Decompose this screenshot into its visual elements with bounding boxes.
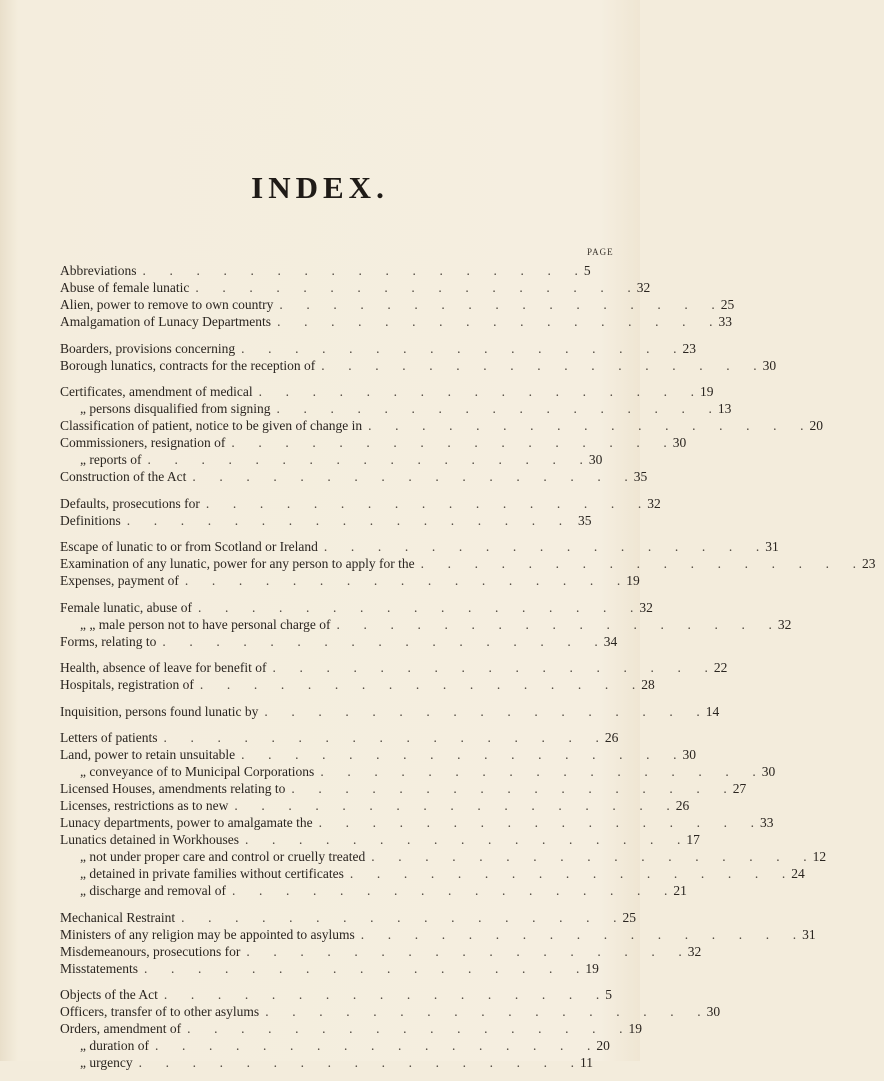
leader-dots bbox=[189, 279, 636, 296]
index-entry-page: 32 bbox=[636, 280, 651, 295]
index-entry bbox=[60, 538, 779, 555]
leader-dots bbox=[315, 357, 762, 374]
index-entry-page: 32 bbox=[639, 599, 653, 615]
index-entry-page: 21 bbox=[673, 883, 687, 898]
index-entry bbox=[60, 763, 776, 780]
index-entry-text: Orders, amendment of bbox=[60, 1021, 182, 1036]
index-entry-page: 25 bbox=[720, 297, 735, 312]
index-entry bbox=[60, 279, 651, 296]
index-entry bbox=[60, 417, 824, 434]
index-entry bbox=[60, 572, 640, 589]
leader-dots bbox=[235, 746, 682, 763]
index-entry bbox=[60, 797, 690, 814]
index-entry-page: 14 bbox=[705, 703, 720, 719]
leader-dots bbox=[137, 262, 584, 279]
leader-dots bbox=[273, 296, 720, 313]
leader-dots bbox=[270, 400, 717, 417]
index-entry-page: 35 bbox=[578, 512, 592, 528]
index-entry-text: Health, absence of leave for benefit of bbox=[60, 660, 267, 675]
index-entry-text: „ „ male person not to have personal charge of bbox=[80, 616, 331, 632]
index-entry-text: Female lunatic, abuse of bbox=[60, 599, 192, 615]
index-entry-page: 30 bbox=[706, 1004, 721, 1019]
index-entry-page: 30 bbox=[761, 764, 776, 779]
index-group bbox=[60, 599, 792, 650]
index-entry bbox=[60, 865, 805, 882]
index-entry-text: Officers, transfer of to other asylums bbox=[60, 1004, 260, 1019]
index-entry bbox=[60, 986, 612, 1003]
index-entry-page: 35 bbox=[633, 469, 648, 484]
index-entry bbox=[60, 1020, 642, 1037]
index-entry bbox=[60, 831, 700, 848]
leader-dots bbox=[415, 555, 862, 572]
index-entry bbox=[60, 909, 636, 926]
leader-dots bbox=[156, 633, 603, 650]
index-entry bbox=[60, 882, 687, 899]
index-entry-text: Certificates, amendment of medical bbox=[60, 384, 253, 399]
index-entry-page: 5 bbox=[605, 987, 612, 1002]
index-entry-text: Licenses, restrictions as to new bbox=[60, 798, 229, 813]
index-entry-text: Construction of the Act bbox=[60, 469, 187, 484]
index-entry-text: Expenses, payment of bbox=[60, 573, 179, 588]
index-entry bbox=[60, 960, 600, 977]
index-group bbox=[60, 262, 735, 330]
index-entry-text: „ urgency bbox=[80, 1055, 133, 1070]
index-entry-text: Objects of the Act bbox=[60, 987, 158, 1002]
leader-dots bbox=[259, 1003, 706, 1020]
leader-dots bbox=[258, 703, 705, 720]
index-entry bbox=[60, 848, 827, 865]
index-entry bbox=[60, 659, 728, 676]
index-entry bbox=[60, 633, 618, 650]
index-entry-page: 34 bbox=[603, 633, 618, 649]
leader-dots bbox=[267, 659, 714, 676]
index-entry bbox=[60, 814, 774, 831]
index-entry-text: Land, power to retain unsuitable bbox=[60, 747, 236, 762]
index-entry-text: Abbreviations bbox=[60, 263, 137, 278]
index-entry-page: 19 bbox=[628, 1021, 642, 1036]
index-entry-page: 26 bbox=[675, 798, 690, 813]
index-entry-page: 30 bbox=[682, 747, 696, 762]
leader-dots bbox=[121, 512, 578, 529]
index-entry bbox=[60, 512, 600, 529]
index-entry-text: „ discharge and removal of bbox=[80, 883, 226, 898]
index-entry bbox=[60, 296, 735, 313]
index-entry-page: 19 bbox=[585, 960, 599, 976]
index-entry-page: 25 bbox=[622, 909, 636, 925]
index-entry-page: 27 bbox=[732, 781, 747, 796]
leader-dots bbox=[158, 986, 605, 1003]
index-entry-text: „ duration of bbox=[80, 1038, 149, 1053]
leader-dots bbox=[175, 909, 622, 926]
index-entry-text: Licensed Houses, amendments relating to bbox=[60, 781, 286, 796]
index-entry bbox=[60, 616, 792, 633]
index-entry bbox=[60, 746, 696, 763]
index-entry-text: Misdemeanours, prosecutions for bbox=[60, 943, 241, 959]
index-entry bbox=[60, 943, 702, 960]
index-group bbox=[60, 495, 661, 529]
index-entry-page: 13 bbox=[717, 401, 732, 416]
index-entry-text: Lunatics detained in Workhouses bbox=[60, 832, 240, 847]
index-entry-text: Defaults, prosecutions for bbox=[60, 495, 200, 511]
index-entry bbox=[60, 1037, 610, 1054]
index-entry-page: 33 bbox=[718, 314, 732, 329]
leader-dots bbox=[133, 1054, 580, 1071]
leader-dots bbox=[271, 313, 718, 330]
leader-dots bbox=[149, 1037, 596, 1054]
index-entry bbox=[60, 780, 747, 797]
leader-dots bbox=[365, 848, 812, 865]
index-entry-text: „ detained in private families without certificates bbox=[80, 866, 344, 881]
leader-dots bbox=[318, 538, 765, 555]
index-entry-page: 11 bbox=[579, 1055, 593, 1070]
index-entry-page: 31 bbox=[802, 926, 816, 942]
index-group bbox=[60, 340, 777, 374]
index-entry bbox=[60, 383, 714, 400]
index-group bbox=[60, 538, 876, 589]
index-entry bbox=[60, 599, 653, 616]
leader-dots bbox=[240, 943, 687, 960]
index-entry-page: 26 bbox=[604, 730, 619, 745]
index-entry bbox=[60, 468, 648, 485]
index-group bbox=[60, 383, 824, 485]
index-list bbox=[60, 262, 876, 1081]
index-entry-page: 17 bbox=[686, 832, 700, 847]
index-entry-text: Abuse of female lunatic bbox=[60, 280, 190, 295]
page-column-header: PAGE bbox=[587, 247, 614, 257]
index-entry-page: 24 bbox=[791, 866, 805, 881]
leader-dots bbox=[226, 882, 673, 899]
index-entry bbox=[60, 555, 876, 572]
index-entry bbox=[60, 434, 687, 451]
leader-dots bbox=[157, 729, 604, 746]
leader-dots bbox=[192, 599, 639, 616]
index-entry bbox=[60, 1003, 721, 1020]
index-entry-page: 23 bbox=[862, 556, 876, 571]
index-entry-text: Misstatements bbox=[60, 960, 138, 976]
index-entry-text: Boarders, provisions concerning bbox=[60, 340, 236, 356]
index-group bbox=[60, 729, 827, 899]
leader-dots bbox=[181, 1020, 628, 1037]
index-entry-page: 30 bbox=[762, 357, 777, 373]
index-entry-text: Forms, relating to bbox=[60, 633, 157, 649]
index-entry bbox=[60, 495, 661, 512]
index-entry bbox=[60, 451, 603, 468]
index-entry-text: Escape of lunatic to or from Scotland or Ireland bbox=[60, 539, 318, 554]
index-entry-text: „ not under proper care and control or cruelly treated bbox=[80, 849, 366, 864]
leader-dots bbox=[228, 797, 675, 814]
index-entry-text: „ conveyance of to Municipal Corporations bbox=[80, 764, 315, 779]
index-entry-text: Letters of patients bbox=[60, 730, 158, 745]
index-entry-text: Definitions bbox=[60, 512, 121, 528]
index-entry-page: 33 bbox=[760, 815, 774, 830]
index-entry bbox=[60, 400, 732, 417]
index-group bbox=[60, 659, 728, 693]
index-entry-text: Examination of any lunatic, power for any person to apply for the bbox=[60, 556, 415, 571]
leader-dots bbox=[362, 417, 809, 434]
index-entry-page: 32 bbox=[647, 495, 661, 511]
leader-dots bbox=[225, 434, 672, 451]
leader-dots bbox=[235, 340, 682, 357]
index-entry-page: 22 bbox=[713, 660, 728, 675]
index-entry bbox=[60, 262, 600, 279]
leader-dots bbox=[331, 616, 778, 633]
index-entry bbox=[60, 729, 619, 746]
index-entry-text: Classification of patient, notice to be given of change in bbox=[60, 418, 363, 433]
index-entry-page: 32 bbox=[687, 943, 702, 959]
index-entry-page: 23 bbox=[682, 340, 696, 356]
index-group bbox=[60, 986, 721, 1071]
index-entry-page: 19 bbox=[700, 384, 714, 399]
leader-dots bbox=[138, 960, 585, 977]
index-entry bbox=[60, 703, 720, 720]
leader-dots bbox=[200, 495, 647, 512]
index-entry-text: Lunacy departments, power to amalgamate the bbox=[60, 815, 313, 830]
index-entry-text: „ reports of bbox=[80, 452, 142, 467]
leader-dots bbox=[253, 383, 700, 400]
index-entry-page: 12 bbox=[812, 849, 827, 864]
leader-dots bbox=[355, 926, 802, 943]
leader-dots bbox=[313, 814, 760, 831]
index-entry-page: 28 bbox=[641, 677, 655, 692]
index-entry-page: 19 bbox=[626, 573, 640, 588]
index-entry bbox=[60, 313, 732, 330]
index-entry-page: 32 bbox=[777, 616, 792, 632]
leader-dots bbox=[344, 865, 791, 882]
index-group bbox=[60, 909, 816, 977]
leader-dots bbox=[239, 831, 686, 848]
index-entry bbox=[60, 926, 816, 943]
index-entry-page: 5 bbox=[583, 263, 591, 278]
index-entry-text: Inquisition, persons found lunatic by bbox=[60, 703, 259, 719]
index-entry-text: Commissioners, resignation of bbox=[60, 435, 226, 450]
index-entry-text: Hospitals, registration of bbox=[60, 677, 194, 692]
index-entry-page: 31 bbox=[765, 539, 779, 554]
index-entry-page: 20 bbox=[596, 1038, 610, 1053]
index-group bbox=[60, 703, 720, 720]
leader-dots bbox=[194, 676, 641, 693]
page-title: INDEX. bbox=[251, 170, 389, 205]
index-entry bbox=[60, 340, 696, 357]
leader-dots bbox=[179, 572, 626, 589]
index-entry-page: 20 bbox=[809, 418, 824, 433]
index-entry bbox=[60, 1054, 600, 1071]
index-entry bbox=[60, 357, 777, 374]
index-entry-text: Mechanical Restraint bbox=[60, 909, 176, 925]
index-entry-text: Alien, power to remove to own country bbox=[60, 297, 274, 312]
index-entry-page: 30 bbox=[672, 435, 687, 450]
index-entry-text: „ persons disqualified from signing bbox=[80, 401, 271, 416]
leader-dots bbox=[285, 780, 732, 797]
index-entry bbox=[60, 676, 655, 693]
leader-dots bbox=[314, 763, 761, 780]
leader-dots bbox=[186, 468, 633, 485]
index-entry-text: Borough lunatics, contracts for the reception of bbox=[60, 357, 316, 373]
index-entry-text: Ministers of any religion may be appointed to asylums bbox=[60, 926, 355, 942]
index-entry-text: Amalgamation of Lunacy Departments bbox=[60, 314, 272, 329]
index-entry-page: 30 bbox=[588, 452, 603, 467]
leader-dots bbox=[141, 451, 588, 468]
